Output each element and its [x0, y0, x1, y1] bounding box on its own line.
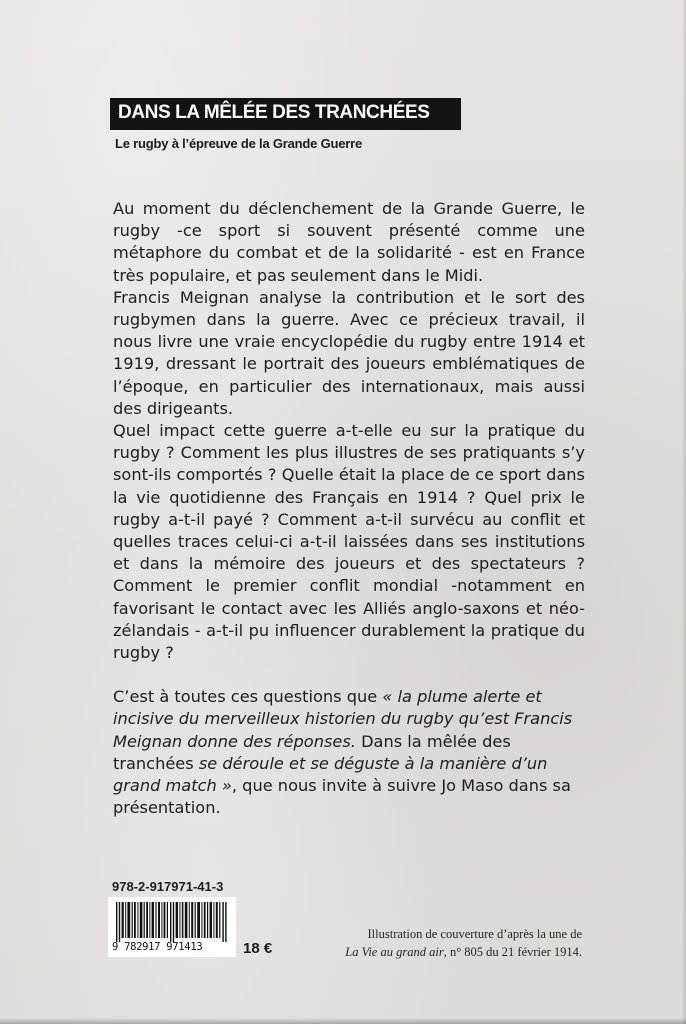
book-title-banner [110, 98, 461, 130]
spine-shadow [682, 0, 686, 1024]
summary-paragraph-2: Francis Meignan analyse la contribution et le sort des rugbymen dans la guerre. Avec ce précieux travail, il nous livre une vraie encyclopédie du rugby entre 1914 et 1919, dressant le portrait des joueurs emblématiques de l’époque, en particulier des internationaux, mais aussi des dirigeants. [113, 287, 585, 418]
credit-publication: La Vie au grand air [345, 945, 444, 959]
back-cover-summary [113, 198, 585, 819]
cover-illustration-credit [282, 925, 582, 961]
credit-line-1: Illustration de couverture d’après la une de [367, 927, 582, 941]
summary-paragraph-1: Au moment du déclenchement de la Grande Guerre, le rugby -ce sport si souvent présenté comme une métaphore du combat et de la solidarité - est en France très populaire, et pas seulement dans le Midi. [113, 199, 585, 285]
closing-intro: C’est à toutes ces questions que [113, 687, 383, 707]
barcode-digits [112, 941, 234, 953]
barcode-bars [116, 902, 228, 942]
barcode [108, 897, 236, 957]
barcode-group-1: 782917 [124, 941, 161, 953]
book-title: DANS LA MÊLÉE DES TRANCHÉES [118, 102, 430, 123]
credit-line-2-rest: , n° 805 du 21 février 1914. [443, 945, 582, 959]
summary-paragraph-3: Quel impact cette guerre a-t-elle eu sur la pratique du rugby ? Comment les plus illustres de ses pratiquants s’y sont-ils comportés ? Quelle était la place de ce sport dans la vie quotidienne des Français en 1914 ? Quel prix le rugby a-t-il payé ? Comment a-t-il survécu au conflit et quelles traces celui-ci a-t-il laissées dans ses institutions et dans la mémoire des joueurs et des spectateurs ? Comment le premier conflit mondial -notamment en favorisant le contact avec les Alliés anglo-saxons et néo-zélandais - a-t-il pu influencer durablement la pratique du rugby ? [113, 421, 585, 663]
credit-line-2 [282, 943, 582, 961]
isbn-number: 978-2-917971-41-3 [112, 879, 224, 894]
price-label: 18 € [243, 940, 273, 957]
book-subtitle: Le rugby à l’épreuve de la Grande Guerre [115, 136, 363, 151]
closing-outro: , que nous invite à suivre Jo Maso dans sa présentation. [113, 776, 571, 818]
bottom-edge [0, 1018, 686, 1024]
summary-closing-paragraph [113, 686, 585, 819]
barcode-first-digit: 9 [112, 941, 119, 953]
closing-book-title: Dans la mêlée des tranchées [113, 731, 511, 773]
closing-quote-part-1: « la plume alerte et incisive du merveilleux historien du rugby qu’est Francis Meignan donne des réponses. [113, 687, 573, 751]
barcode-group-2: 971413 [166, 941, 203, 953]
closing-quote-part-2: se déroule et se déguste à la manière d’un grand match » [113, 753, 548, 796]
